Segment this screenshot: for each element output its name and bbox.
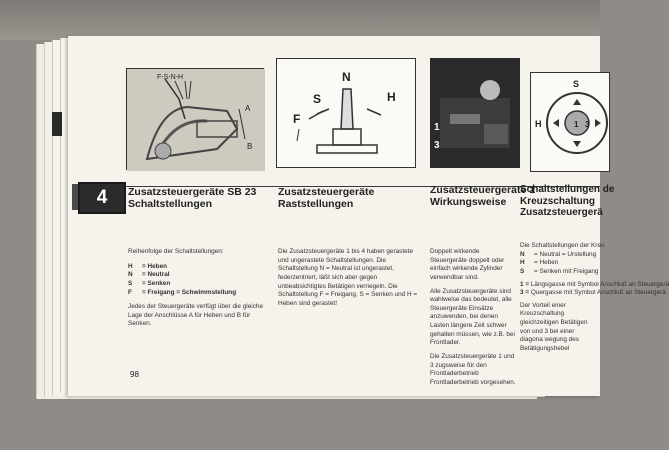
cross-h-label: H bbox=[535, 119, 542, 129]
column2-heading bbox=[278, 186, 374, 210]
column1-heading-line1: Zusatzsteuergeräte SB 23 bbox=[128, 186, 257, 198]
position-row bbox=[128, 280, 266, 289]
item-value: Längsgasse mit Symbol Anschluß an Steuergerä bbox=[530, 280, 669, 288]
position-value: = Heben bbox=[534, 259, 559, 267]
column2-text: Die Zusatzsteuergeräte 1 bis 4 haben gerastete und ungerastete Schaltstellungen. Die Schaltstellung N = Neutral ist ungerastet, federzentriert, läßt sich aber gegen unbeabsichtigtes Betätigen verriegeln. Die Schaltstellung F = Freigang, S = Senken und H = Heben sind gerastet! bbox=[278, 248, 418, 307]
position-value: = Freigang = Schwimmstellung bbox=[142, 288, 237, 296]
position-value: = Senken mit Freigang bbox=[534, 267, 599, 275]
item-value: Quergasse mit Symbol Anschluß an Steuergerä bbox=[530, 289, 666, 297]
column3-heading-line1: Zusatzsteuergeräte 1 bbox=[430, 184, 536, 196]
column4-intro: Die Schaltstellungen der Kreu bbox=[520, 242, 605, 249]
position-row bbox=[520, 251, 598, 260]
position-row bbox=[520, 268, 598, 277]
column1-text: Jedes der Steuergeräte verfügt über die gleiche Lage der Anschlüsse A für Heben und B für Senken. bbox=[128, 303, 263, 328]
background-top bbox=[0, 0, 600, 40]
position-key: H bbox=[520, 259, 525, 267]
cross-s-top-label: S bbox=[573, 79, 580, 89]
list-item bbox=[520, 289, 666, 298]
thumb-tab bbox=[52, 112, 62, 136]
cross-shift-illustration bbox=[531, 73, 611, 173]
lever-illustration bbox=[127, 69, 265, 171]
position-key: S bbox=[128, 279, 133, 287]
gate-s-label: S bbox=[313, 92, 322, 106]
column1-heading-line2: Schaltstellungen bbox=[128, 198, 213, 211]
column3-body bbox=[430, 248, 518, 388]
column4-body bbox=[520, 242, 669, 354]
position-row bbox=[128, 289, 266, 298]
column4-heading bbox=[520, 184, 614, 219]
column2-heading-line2: Raststellungen bbox=[278, 198, 354, 211]
column2-body bbox=[278, 248, 418, 308]
item-key: 1 = bbox=[520, 280, 530, 288]
column1-body bbox=[128, 248, 266, 329]
connection-a-label: A bbox=[245, 104, 251, 113]
gate-n-label: N bbox=[342, 70, 351, 84]
column4-text: Der Vorteil einer Kreuzschaltung gleichzeitigen Betätigen von und 3 bei einer diagona wegung des Betätigungshebel bbox=[520, 301, 588, 353]
lever-positions-label: F-S-N-H bbox=[157, 74, 184, 81]
position-row bbox=[128, 263, 266, 272]
position-key: N bbox=[520, 250, 525, 258]
valve-photo-art bbox=[430, 58, 520, 168]
column4-heading-line3: Zusatzsteuergerä bbox=[520, 207, 603, 218]
column1-intro: Reihenfolge der Schaltstellungen: bbox=[128, 248, 224, 255]
section-tab: 4 bbox=[78, 182, 126, 214]
position-value: = Heben bbox=[142, 262, 168, 270]
column4-heading-line1: Schaltstellungen de bbox=[520, 184, 615, 195]
position-row bbox=[520, 259, 598, 268]
manual-page bbox=[68, 36, 669, 396]
position-key: N bbox=[128, 271, 133, 279]
lever-photo bbox=[126, 68, 264, 170]
column3-text3: Die Zusatzsteuergeräte 1 und 3 zugsweise für den Frontladerbetrieb Frontladerbetrieb vorgesehen. bbox=[430, 353, 516, 386]
column3-text1: Doppelt wirkende Steuergeräte doppelt oder einfach wirkende Zylinder verwendbar sind. bbox=[430, 248, 505, 281]
gate-illustration bbox=[277, 59, 417, 169]
item-key: 3 = bbox=[520, 289, 530, 297]
column4-heading-line2: Kreuzschaltung bbox=[520, 195, 596, 207]
cross-1-label: 1 bbox=[574, 120, 579, 129]
connection-b-label: B bbox=[247, 142, 253, 151]
list-item bbox=[520, 280, 669, 290]
gate-diagram bbox=[276, 58, 416, 168]
cross-3-label: 3 bbox=[585, 120, 590, 129]
column2-heading-line1: Zusatzsteuergeräte bbox=[278, 186, 375, 198]
column3-text2: Alle Zusatzsteuergeräte sind wahlweise das bedeutet, alle Steuergeräte Einsätze anzuwenden, bei denen Lasten längere Zeit schwer gehalten müssen, wie z.B. bei Frontlader. bbox=[430, 287, 515, 347]
valve-photo bbox=[430, 58, 520, 168]
column3-heading-line2: Wirkungsweise bbox=[430, 196, 507, 209]
position-value: = Neutral = Urstellung bbox=[534, 250, 597, 258]
gate-f-label: F bbox=[293, 112, 301, 126]
cross-shift-diagram bbox=[530, 72, 610, 172]
valve-3-label: 3 bbox=[434, 140, 440, 151]
position-value: = Senken bbox=[142, 279, 171, 287]
column1-heading bbox=[128, 186, 256, 210]
position-key: S bbox=[520, 267, 525, 275]
gate-h-label: H bbox=[387, 90, 396, 104]
position-key: F bbox=[128, 288, 132, 296]
position-row bbox=[128, 271, 266, 280]
position-value: = Neutral bbox=[142, 271, 170, 279]
position-key: H bbox=[128, 262, 133, 270]
valve-1-label: 1 bbox=[434, 122, 440, 133]
page-number: 98 bbox=[130, 370, 139, 379]
